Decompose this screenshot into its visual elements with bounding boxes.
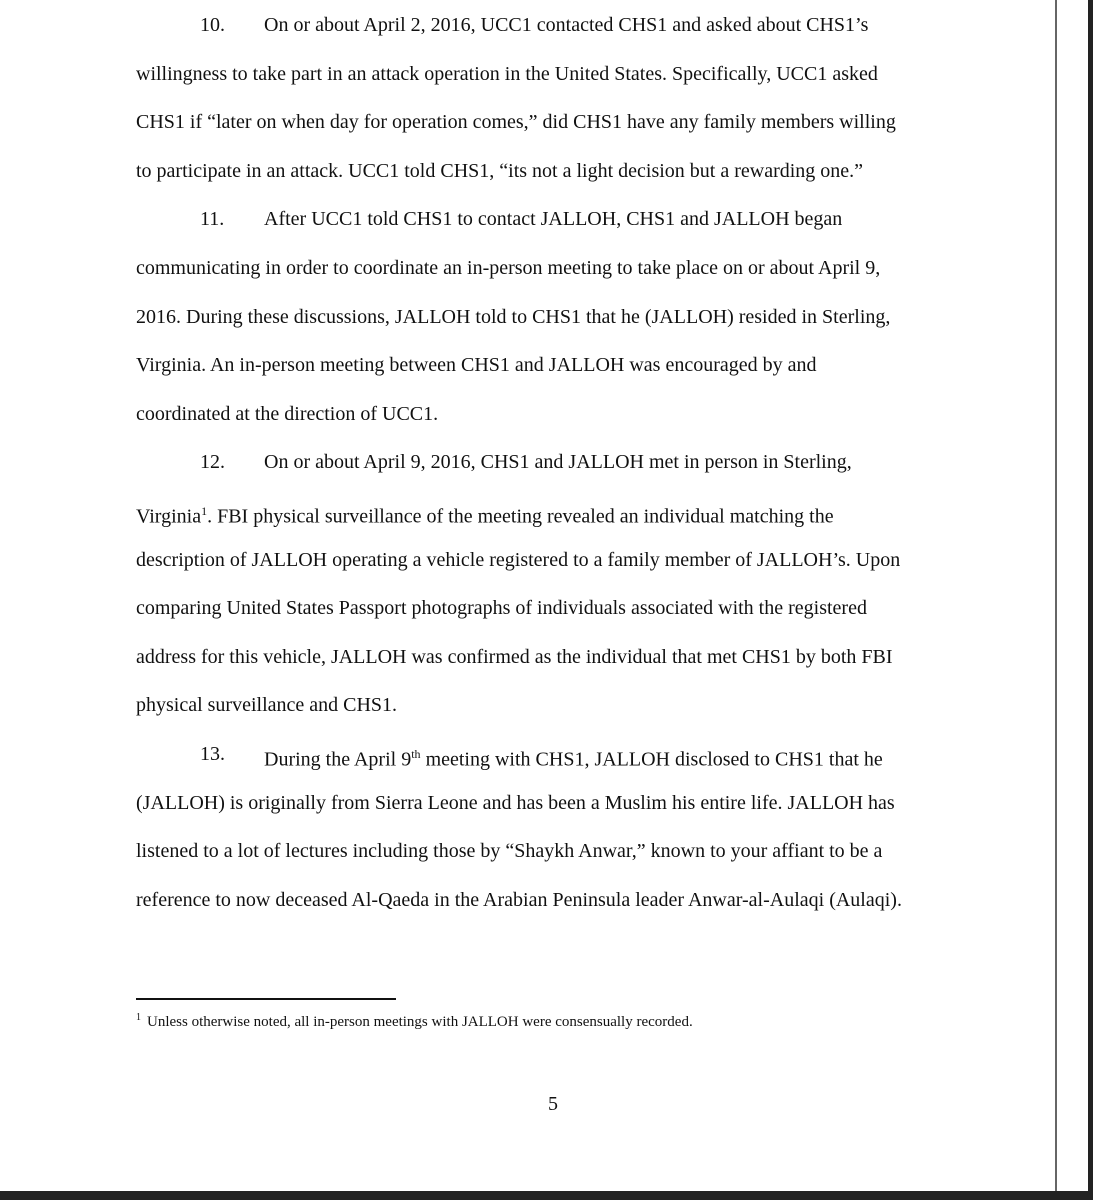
window-border-right	[1088, 0, 1093, 1200]
paragraph-line: to participate in an attack. UCC1 told CHS1, “its not a light decision but a rewarding one.”	[136, 159, 864, 182]
paragraph-line: physical surveillance and CHS1.	[136, 694, 398, 717]
paragraph-line: 2016. During these discussions, JALLOH told to CHS1 that he (JALLOH) resided in Sterling,	[136, 305, 891, 328]
paragraph-line: During the April 9th meeting with CHS1, JALLOH disclosed to CHS1 that he	[264, 747, 883, 771]
footnote-text: Unless otherwise noted, all in-person meetings with JALLOH were consensually recorded.	[147, 1014, 693, 1030]
paragraph-line: listened to a lot of lectures including those by “Shaykh Anwar,” known to your affiant to be a	[136, 840, 883, 863]
paragraph-number: 13.	[200, 743, 225, 765]
footnote-divider	[136, 998, 396, 1000]
paragraph-line: After UCC1 told CHS1 to contact JALLOH, CHS1 and JALLOH began	[264, 208, 843, 231]
paragraph-line: address for this vehicle, JALLOH was confirmed as the individual that met CHS1 by both FBI	[136, 645, 893, 668]
page-edge-line	[1055, 0, 1057, 1191]
paragraph-line: description of JALLOH operating a vehicle registered to a family member of JALLOH’s. Upon	[136, 548, 901, 571]
paragraph-line: comparing United States Passport photographs of individuals associated with the registered	[136, 597, 867, 620]
paragraph-line: Virginia. An in-person meeting between CHS1 and JALLOH was encouraged by and	[136, 354, 817, 377]
paragraph-line: On or about April 2, 2016, UCC1 contacted CHS1 and asked about CHS1’s	[264, 14, 869, 36]
paragraph-line: On or about April 9, 2016, CHS1 and JALLOH met in person in Sterling,	[264, 451, 852, 474]
paragraph-line: (JALLOH) is originally from Sierra Leone and has been a Muslim his entire life. JALLOH has	[136, 791, 895, 814]
paragraph-line: Virginia$^1$. FBI physical surveillance of the meeting revealed an individual matching the	[136, 504, 834, 528]
footnote	[136, 1012, 693, 1031]
paragraph-line: coordinated at the direction of UCC1.	[136, 402, 439, 425]
paragraph-line: communicating in order to coordinate an in-person meeting to take place on or about April 9,	[136, 257, 881, 279]
paragraph-number: 10.	[200, 14, 225, 36]
paragraph-line: willingness to take part in an attack operation in the United States. Specifically, UCC1 asked	[136, 62, 878, 85]
page-number: 5	[548, 1093, 558, 1115]
window-border-bottom	[0, 1191, 1093, 1200]
paragraph-line: CHS1 if “later on when day for operation comes,” did CHS1 have any family members willing	[136, 111, 896, 134]
paragraph-line: reference to now deceased Al-Qaeda in the Arabian Peninsula leader Anwar-al-Aulaqi (Aulaqi).	[136, 888, 902, 911]
paragraph-number: 11.	[200, 208, 225, 231]
paragraph-number: 12.	[200, 451, 225, 474]
footnote-marker: 1	[136, 1012, 141, 1023]
